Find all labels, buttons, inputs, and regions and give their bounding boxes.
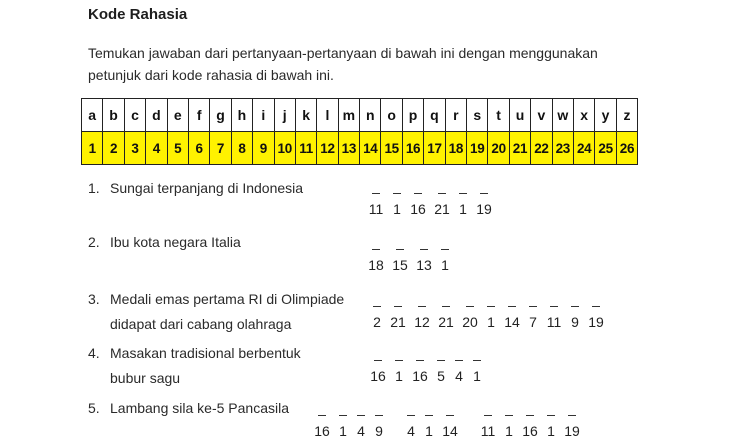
code-letter: o: [381, 99, 402, 132]
code-number: 24: [573, 132, 594, 165]
code-letter: b: [103, 99, 124, 132]
code-number-label: 16: [410, 201, 426, 217]
code-number: 13: [338, 132, 359, 165]
code-number: 8: [231, 132, 252, 165]
code-number-label: 1: [487, 314, 495, 330]
code-letter: g: [210, 99, 231, 132]
answer-blank[interactable]: [518, 402, 542, 442]
code-number-label: 18: [368, 257, 384, 273]
question-1: [88, 176, 303, 201]
code-number: 15: [381, 132, 402, 165]
numbers-row: [82, 132, 638, 165]
answer-blank[interactable]: [542, 402, 560, 442]
answer-blank[interactable]: [406, 180, 430, 220]
question-text: Ibu kota negara Italia: [110, 234, 241, 250]
code-number-label: 9: [571, 314, 579, 330]
answer-1: [364, 180, 496, 220]
code-number: 6: [188, 132, 209, 165]
answer-blank[interactable]: [352, 402, 370, 442]
code-number-label: 13: [416, 257, 432, 273]
answer-blank[interactable]: [430, 180, 454, 220]
answer-blank[interactable]: [410, 293, 434, 333]
code-number: 18: [445, 132, 466, 165]
code-number-label: 9: [375, 423, 383, 439]
code-number-label: 1: [547, 423, 555, 439]
question-2: [88, 230, 241, 255]
answer-blank[interactable]: [310, 402, 334, 442]
code-letter: z: [616, 99, 637, 132]
code-letter: u: [509, 99, 530, 132]
code-number: 5: [167, 132, 188, 165]
code-number: 26: [616, 132, 637, 165]
answer-blank[interactable]: [458, 293, 482, 333]
code-letter: f: [188, 99, 209, 132]
code-number-label: 4: [455, 368, 463, 384]
answer-blank[interactable]: [368, 293, 386, 333]
code-number-label: 1: [441, 257, 449, 273]
question-text: Sungai terpanjang di Indonesia: [110, 180, 304, 196]
answer-blank[interactable]: [482, 293, 500, 333]
question-number: 4.: [88, 345, 100, 361]
code-letter: j: [274, 99, 295, 132]
answer-blank[interactable]: [390, 347, 408, 387]
code-number-label: 19: [564, 423, 580, 439]
code-number-label: 4: [407, 423, 415, 439]
code-number: 12: [317, 132, 338, 165]
code-number-label: 19: [476, 201, 492, 217]
code-number-label: 12: [414, 314, 430, 330]
answer-blank[interactable]: [542, 293, 566, 333]
page-title: Kode Rahasia: [88, 6, 188, 23]
answer-blank[interactable]: [434, 293, 458, 333]
answer-blank[interactable]: [472, 180, 496, 220]
answer-blank[interactable]: [468, 347, 486, 387]
answer-blank[interactable]: [364, 180, 388, 220]
code-number-label: 11: [480, 423, 496, 439]
answer-blank[interactable]: [334, 402, 352, 442]
answer-blank[interactable]: [500, 402, 518, 442]
question-4: [88, 341, 301, 391]
code-number-label: 16: [314, 423, 330, 439]
answer-blank[interactable]: [388, 236, 412, 276]
code-letter: c: [124, 99, 145, 132]
answer-blank[interactable]: [388, 180, 406, 220]
code-number: 16: [402, 132, 423, 165]
question-number: 5.: [88, 400, 100, 416]
code-letter: v: [531, 99, 552, 132]
answer-blank[interactable]: [524, 293, 542, 333]
code-letter: p: [402, 99, 423, 132]
answer-blank[interactable]: [566, 293, 584, 333]
code-number: 17: [424, 132, 445, 165]
secret-code-table: [81, 98, 638, 165]
code-letter: a: [82, 99, 103, 132]
answer-blank[interactable]: [500, 293, 524, 333]
code-letter: k: [295, 99, 316, 132]
question-5: [88, 396, 289, 421]
code-number: 10: [274, 132, 295, 165]
code-letter: e: [167, 99, 188, 132]
question-number: 3.: [88, 291, 100, 307]
answer-blank[interactable]: [386, 293, 410, 333]
code-number-label: 1: [459, 201, 467, 217]
answer-blank[interactable]: [408, 347, 432, 387]
code-number-label: 21: [390, 314, 406, 330]
code-letter: m: [338, 99, 359, 132]
code-number-label: 2: [373, 314, 381, 330]
letters-row: [82, 99, 638, 132]
answer-blank[interactable]: [584, 293, 608, 333]
code-letter: w: [552, 99, 573, 132]
code-number-label: 15: [392, 257, 408, 273]
code-number-label: 21: [434, 201, 450, 217]
code-number-label: 16: [370, 368, 386, 384]
code-number: 2: [103, 132, 124, 165]
code-number: 7: [210, 132, 231, 165]
answer-blank[interactable]: [420, 402, 438, 442]
code-letter: d: [146, 99, 167, 132]
answer-blank[interactable]: [454, 180, 472, 220]
question-text: Medali emas pertama RI di Olimpiade: [110, 291, 345, 307]
question-text-cont: didapat dari cabang olahraga: [110, 316, 292, 332]
code-number: 23: [552, 132, 573, 165]
code-number-label: 14: [504, 314, 520, 330]
question-text-cont: bubur sagu: [110, 370, 181, 386]
answer-blank[interactable]: [432, 347, 450, 387]
code-number: 22: [531, 132, 552, 165]
code-letter: i: [253, 99, 274, 132]
answer-blank[interactable]: [560, 402, 584, 442]
code-number: 20: [488, 132, 509, 165]
code-number-label: 11: [546, 314, 562, 330]
answer-blank[interactable]: [370, 402, 388, 442]
answer-blank[interactable]: [436, 236, 454, 276]
code-number: 4: [146, 132, 167, 165]
code-number-label: 7: [529, 314, 537, 330]
code-number: 11: [295, 132, 316, 165]
code-number-label: 1: [339, 423, 347, 439]
question-3: [88, 287, 344, 337]
question-text: Masakan tradisional berbentuk: [110, 345, 301, 361]
code-number-label: 19: [588, 314, 604, 330]
code-letter: r: [445, 99, 466, 132]
code-number: 19: [467, 132, 488, 165]
answer-2: [364, 236, 454, 276]
code-number-label: 1: [425, 423, 433, 439]
code-number-label: 5: [437, 368, 445, 384]
code-number-label: 16: [522, 423, 538, 439]
code-number-label: 1: [473, 368, 481, 384]
answer-blank[interactable]: [412, 236, 436, 276]
answer-blank[interactable]: [438, 402, 462, 442]
answer-blank[interactable]: [450, 347, 468, 387]
code-letter: s: [467, 99, 488, 132]
code-letter: l: [317, 99, 338, 132]
code-letter: n: [360, 99, 381, 132]
code-number-label: 20: [462, 314, 478, 330]
code-number-label: 1: [395, 368, 403, 384]
code-letter: y: [595, 99, 616, 132]
code-number: 1: [82, 132, 103, 165]
answer-blank[interactable]: [364, 236, 388, 276]
code-number-label: 4: [357, 423, 365, 439]
code-number-label: 14: [442, 423, 458, 439]
code-letter: h: [231, 99, 252, 132]
code-number: 25: [595, 132, 616, 165]
answer-blank[interactable]: [402, 402, 420, 442]
question-text: Lambang sila ke-5 Pancasila: [110, 400, 289, 416]
code-letter: x: [573, 99, 594, 132]
code-letter: t: [488, 99, 509, 132]
code-number: 3: [124, 132, 145, 165]
instructions: Temukan jawaban dari pertanyaan-pertanyaan di bawah ini dengan menggunakan petunjuk dari kode rahasia di bawah ini.: [88, 45, 598, 83]
answer-3: [368, 293, 608, 333]
code-number-label: 1: [505, 423, 513, 439]
code-number: 14: [360, 132, 381, 165]
question-number: 2.: [88, 234, 100, 250]
code-number-label: 1: [393, 201, 401, 217]
code-letter: q: [424, 99, 445, 132]
code-number-label: 11: [368, 201, 384, 217]
answer-4: [366, 347, 486, 387]
answer-blank[interactable]: [366, 347, 390, 387]
code-number-label: 21: [438, 314, 454, 330]
answer-blank[interactable]: [476, 402, 500, 442]
code-number: 9: [253, 132, 274, 165]
answer-5: [310, 402, 584, 442]
code-number: 21: [509, 132, 530, 165]
code-number-label: 16: [412, 368, 428, 384]
question-number: 1.: [88, 180, 100, 196]
